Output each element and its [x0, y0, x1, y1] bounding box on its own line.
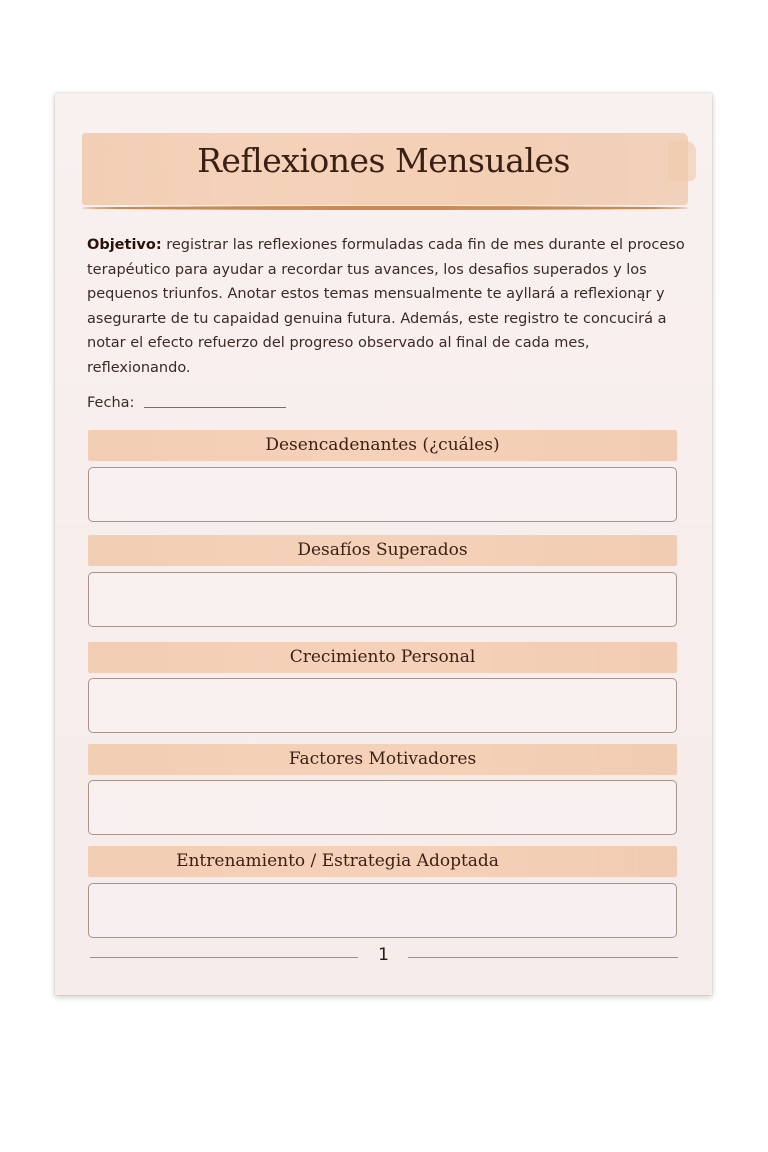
date-field[interactable]: [144, 407, 286, 408]
section-field-factores[interactable]: [88, 780, 677, 835]
section-title: Desafíos Superados: [297, 540, 468, 560]
section-header-factores: [88, 744, 677, 775]
section-header-entrenamiento: [88, 846, 677, 877]
section-field-desencadenantes[interactable]: [88, 467, 677, 522]
date-row: [87, 395, 286, 411]
page-title: Reflexiones Mensuales: [197, 141, 570, 180]
footer-rule-right: [408, 957, 678, 958]
section-field-entrenamiento[interactable]: [88, 883, 677, 938]
section-header-desafios: [88, 535, 677, 566]
objective-label: Objetivo:: [87, 237, 162, 253]
page-number: 1: [378, 945, 389, 965]
section-title: Desencadenantes (¿cuáles): [265, 435, 500, 455]
section-header-crecimiento: [88, 642, 677, 673]
section-title: Factores Motivadores: [288, 749, 477, 769]
section-title: Entrenamiento / Estrategia Adoptada: [176, 851, 499, 871]
title-underline: [82, 206, 688, 210]
objective-text: registrar las reflexiones formuladas cada fin de mes durante el proceso terapéutico para ayudar a recordar tus avances, los desafios superados y los pequenos triunfos. Anotar estos temas mensualmente te ayllará a reflexionąr y asegurarte de tu capaidad genuina futura. Además, este registro te concucirá a notar el efecto refuerzo del progreso observado al final de cada mes, reflexionando.: [87, 237, 685, 376]
section-field-desafios[interactable]: [88, 572, 677, 627]
section-title: Crecimiento Personal: [289, 647, 476, 667]
section-field-crecimiento[interactable]: [88, 678, 677, 733]
section-header-desencadenantes: [88, 430, 677, 461]
worksheet-page: [55, 93, 712, 995]
date-label: Fecha:: [87, 395, 135, 411]
objective-paragraph: [87, 233, 687, 380]
